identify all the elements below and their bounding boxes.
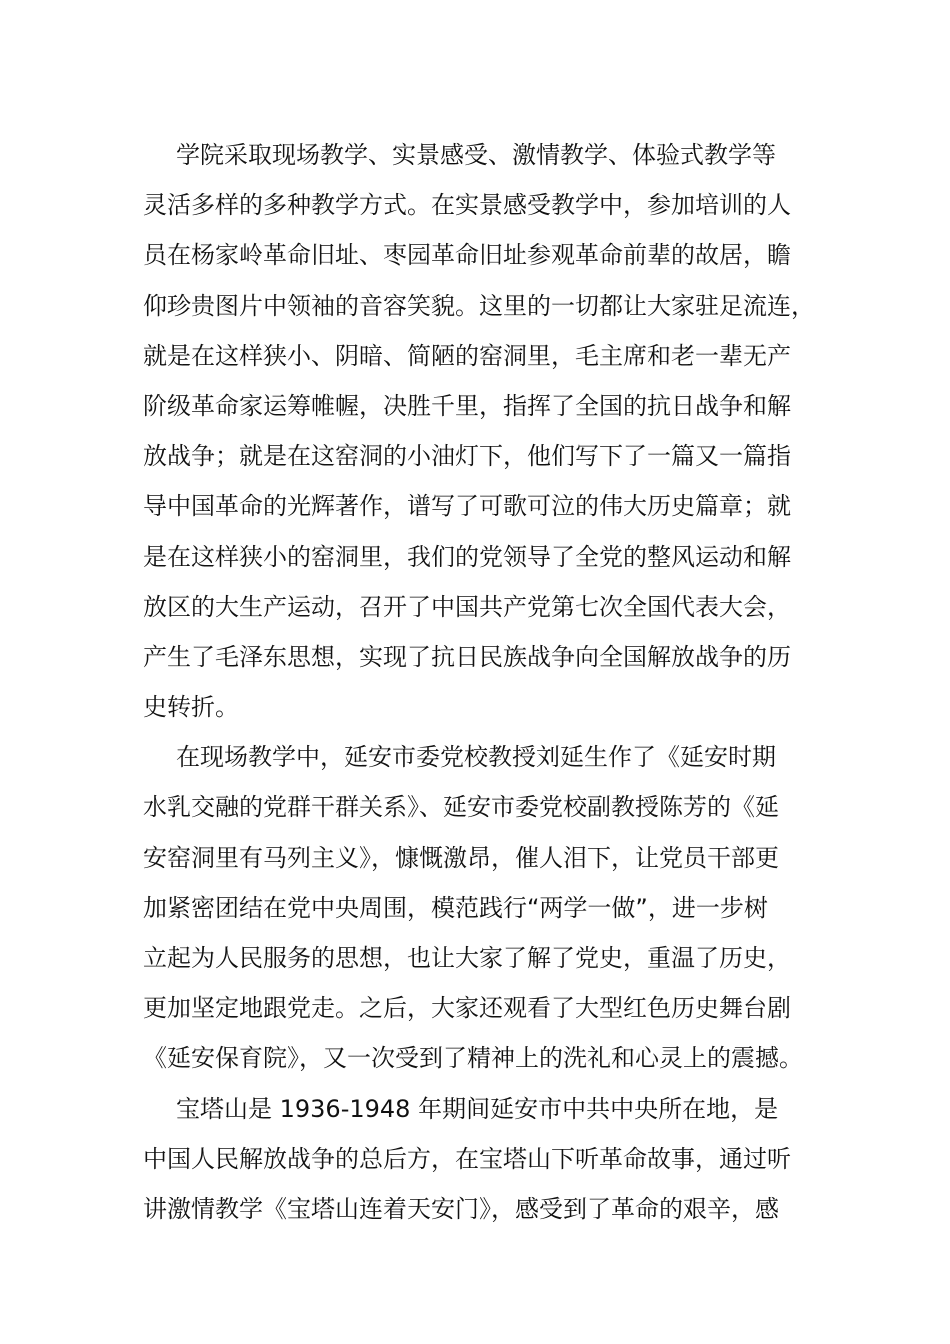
paragraph-1-line-7: 放战争；就是在这窑洞的小油灯下，他们写下了一篇又一篇指 [143, 442, 791, 471]
paragraph-1-line-10: 放区的大生产运动，召开了中国共产党第七次全国代表大会， [143, 592, 791, 621]
paragraph-1-line-2: 灵活多样的多种教学方式。在实景感受教学中，参加培训的人 [143, 191, 791, 220]
paragraph-2-line-7: 《延安保育院》，又一次受到了精神上的洗礼和心灵上的震撼。 [143, 1044, 803, 1073]
paragraph-1-line-6: 阶级革命家运筹帷幄，决胜千里，指挥了全国的抗日战争和解 [143, 391, 791, 420]
paragraph-2-line-5: 立起为人民服务的思想，也让大家了解了党史，重温了历史， [143, 944, 791, 972]
paragraph-2-line-1: 在现场教学中，延安市委党校教授刘延生作了《延安时期 [176, 743, 776, 772]
paragraph-1-line-3: 员在杨家岭革命旧址、枣园革命旧址参观革命前辈的故居，瞻 [143, 241, 791, 270]
paragraph-2-line-6: 更加坚定地跟党走。之后，大家还观看了大型红色历史舞台剧 [143, 994, 791, 1023]
paragraph-3-line-3: 讲激情教学《宝塔山连着天安门》，感受到了革命的艰辛，感 [143, 1194, 779, 1223]
paragraph-1-line-1: 学院采取现场教学、实景感受、激情教学、体验式教学等 [176, 141, 776, 169]
paragraph-2-line-2: 水乳交融的党群干群关系》、延安市委党校副教授陈芳的《延 [143, 793, 779, 822]
paragraph-1-line-5: 就是在这样狭小、阴暗、简陋的窑洞里，毛主席和老一辈无产 [143, 341, 791, 370]
paragraph-1-line-8: 导中国革命的光辉著作，谱写了可歌可泣的伟大历史篇章；就 [143, 492, 791, 521]
paragraph-1-line-4: 仰珍贵图片中领袖的音容笑貌。这里的一切都让大家驻足流连， [143, 291, 815, 320]
body-text [143, 130, 833, 1234]
paragraph-1-line-11: 产生了毛泽东思想，实现了抗日民族战争向全国解放战争的历 [143, 642, 791, 671]
paragraph-1-line-12: 史转折。 [143, 693, 239, 722]
paragraph-3-line-2: 中国人民解放战争的总后方，在宝塔山下听革命故事，通过听 [143, 1144, 791, 1173]
paragraph-1-line-9: 是在这样狭小的窑洞里，我们的党领导了全党的整风运动和解 [143, 542, 791, 571]
paragraph-2-line-4: 加紧密团结在党中央周围，模范践行“两学一做”，进一步树 [143, 893, 768, 922]
paragraph-2-line-3: 安窑洞里有马列主义》，慷慨激昂，催人泪下，让党员干部更 [143, 843, 779, 872]
paragraph-3-line-1: 宝塔山是 1936-1948 年期间延安市中共中央所在地，是 [176, 1094, 779, 1123]
